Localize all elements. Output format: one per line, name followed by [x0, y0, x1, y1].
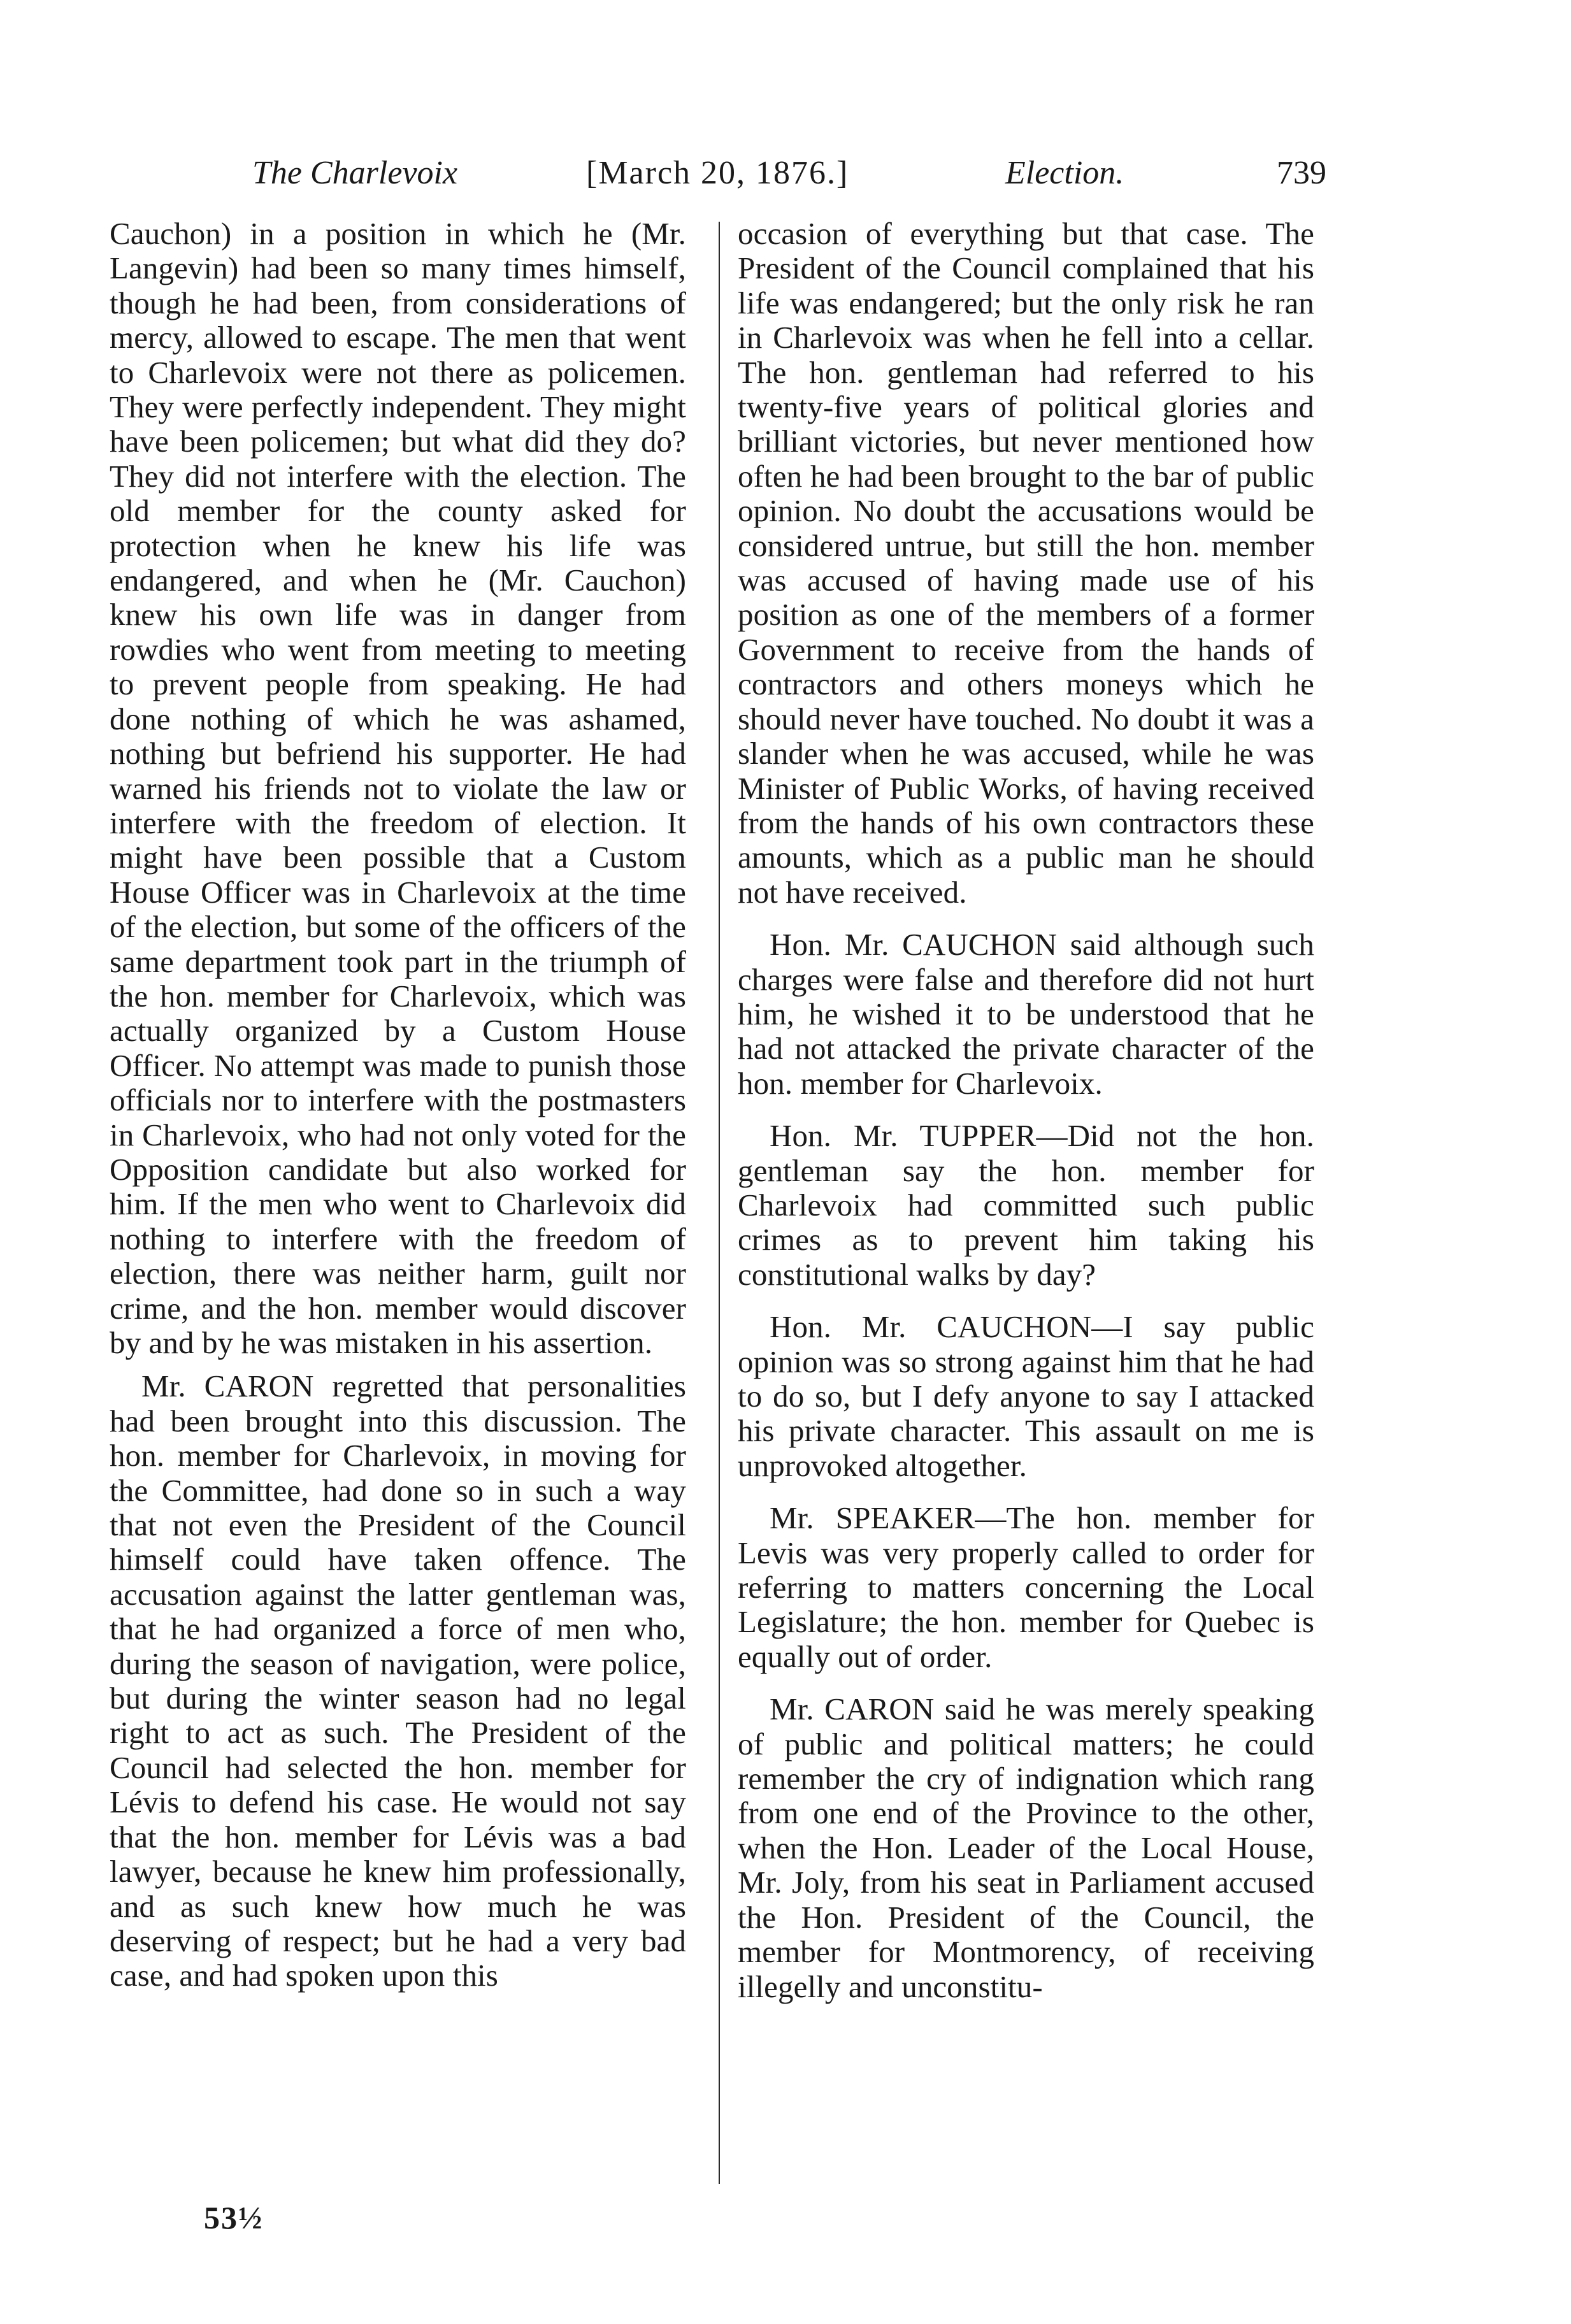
- paragraph-cauchon-continued: Cauchon) in a position in which he (Mr. Langevin) had been so many times himself, though he had been, from considerations of mercy, allowed to escape. The men that went to Charlevoix were not there as policemen. They were perfectly independent. They might have been policemen; but what did they do? They did not interfere with the election. The old member for the county asked for protection when he knew his life was endangered, and when he (Mr. Cauchon) knew his own life was in danger from rowdies who went from meeting to meeting to prevent people from speaking. He had done nothing of which he was ashamed, nothing but befriend his supporter. He had warned his friends not to violate the law or interfere with the freedom of election. It might have been possible that a Custom House Officer was in Charlevoix at the time of the election, but some of the officers of the same department took part in the triumph of the hon. member for Charlevoix, which was actually organized by a Custom House Officer. No attempt was made to punish those officials nor to interfere with the postmasters in Charlevoix, who had not only voted for the Opposition candidate but also worked for him. If the men who went to Charlevoix did nothing to interfere with the freedom of election, there was neither harm, guilt nor crime, and the hon. member would discover by and by he was mistaken in his assertion.: [110, 216, 686, 1360]
- header-title-right: Election.: [1005, 155, 1124, 191]
- right-column: [738, 217, 1314, 2004]
- paragraph-caron-speech: Mr. CARON regretted that personalities had been brought into this discussion. The hon. member for Charlevoix, in moving for the Committee, had done so in such a way that not even the President of the Council himself could have taken offence. The accusation against the latter gentleman was, that he had organized a force of men who, during the season of navigation, were police, but during the winter season had no legal right to act as such. The President of the Council had selected the hon. member for Lévis to defend his case. He would not say that the hon. member for Lévis was a bad lawyer, because he knew him professionally, and as such knew how much he was deserving of respect; but he had a very bad case, and had spoken upon this: [110, 1368, 686, 1993]
- running-header: [0, 148, 1571, 199]
- paragraph-tupper-question: Hon. Mr. TUPPER—Did not the hon. gentleman say the hon. member for Charlevoix had committed such public crimes as to prevent him taking his constitutional walks by day?: [738, 1118, 1314, 1292]
- paragraph-caron-continued: occasion of everything but that case. The President of the Council complained that his life was endangered; but the only risk he ran in Charlevoix was when he fell into a cellar. The hon. gentleman had referred to his twenty-five years of political glories and brilliant victories, but never mentioned how often he had been brought to the bar of public opinion. No doubt the accusations would be considered untrue, but still the hon. member was accused of having made use of his position as one of the members of a former Government to receive from the hands of contractors and others moneys which he should never have touched. No doubt it was a slander when he was accused, while he was Minister of Public Works, of having received from the hands of his own contractors these amounts, which as a public man he should not have received.: [738, 216, 1314, 910]
- header-date: [March 20, 1876.]: [586, 155, 849, 191]
- paragraph-caron-response: Mr. CARON said he was merely speaking of public and political matters; he could remember the cry of indignation which rang from one end of the Province to the other, when the Hon. Leader of the Local House, Mr. Joly, from his seat in Parliament accused the Hon. President of the Council, the member for Montmorency, of receiving illegelly and unconstitu-: [738, 1691, 1314, 2004]
- paragraph-cauchon-answer: Hon. Mr. CAUCHON—I say public opinion was so strong against him that he had to do so, but I defy anyone to say I attacked his private character. This assault on me is unprovoked altogether.: [738, 1309, 1314, 1483]
- column-divider: [719, 222, 720, 2184]
- paragraph-speaker-ruling: Mr. SPEAKER—The hon. member for Levis was very properly called to order for referring to matters concerning the Local Legislature; the hon. member for Quebec is equally out of order.: [738, 1500, 1314, 1674]
- header-title-left: The Charlevoix: [252, 155, 458, 191]
- paragraph-cauchon-reply: Hon. Mr. CAUCHON said although such charges were false and therefore did not hurt him, he wished it to be understood that he had not attacked the private character of the hon. member for Charlevoix.: [738, 927, 1314, 1101]
- page-number: 739: [1277, 155, 1326, 191]
- left-column: [110, 217, 686, 1993]
- signature-mark: 53½: [204, 2200, 264, 2235]
